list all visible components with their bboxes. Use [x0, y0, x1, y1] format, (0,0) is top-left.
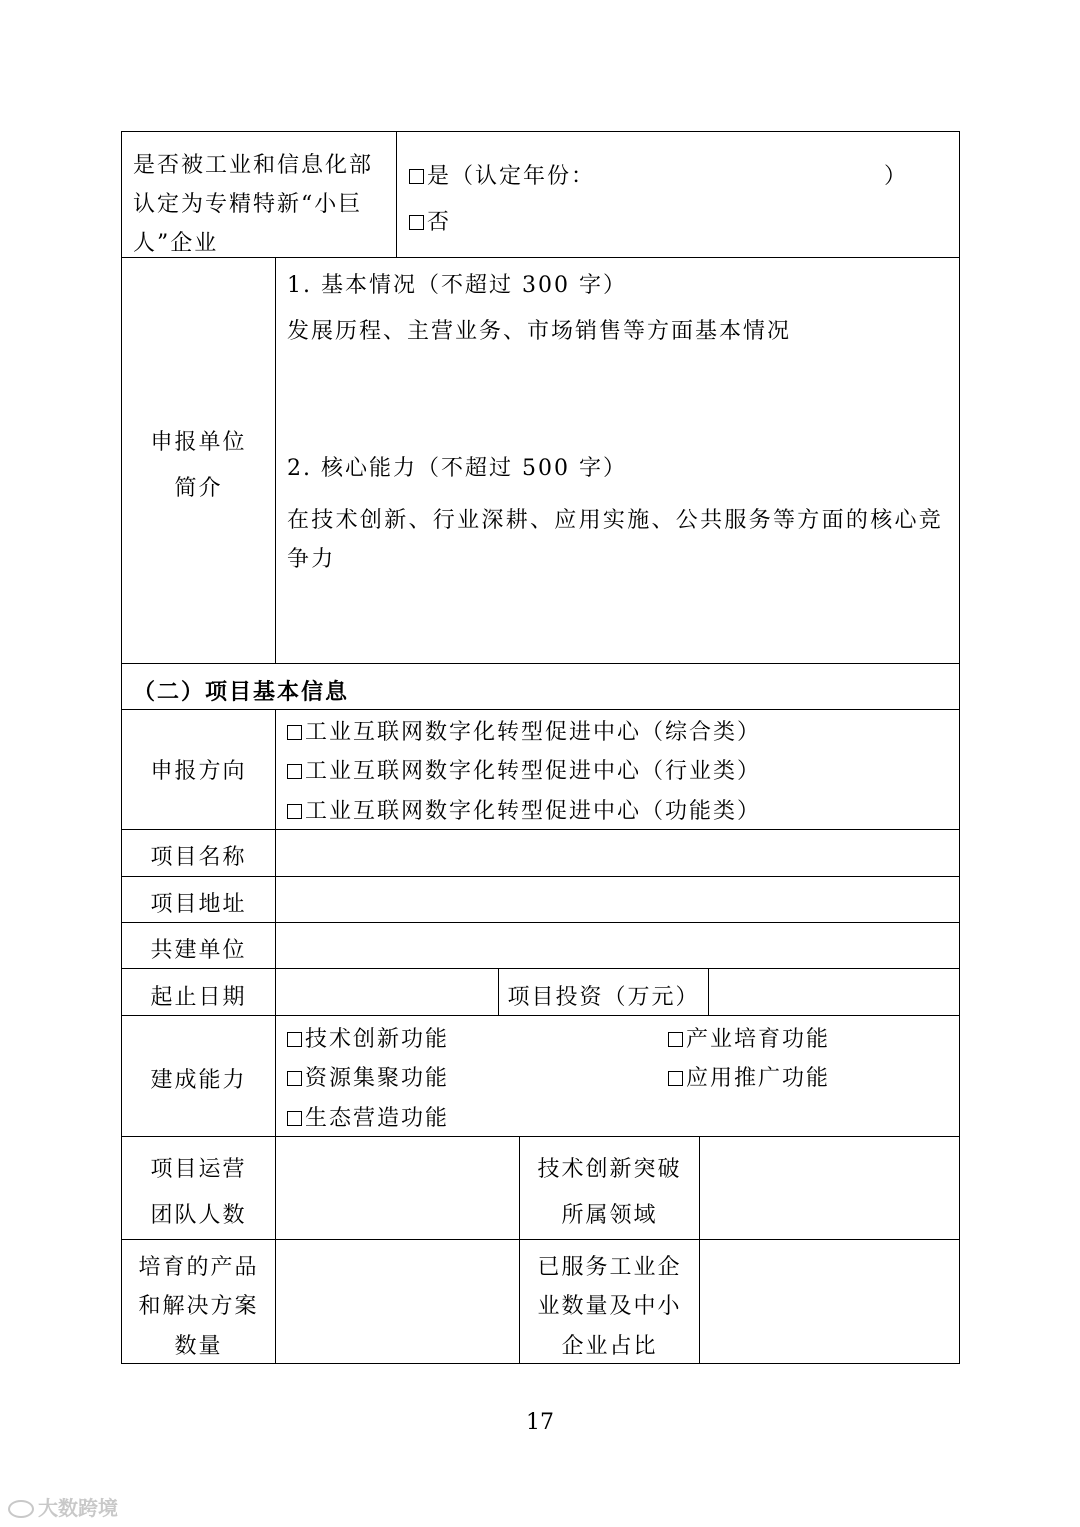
miit-yes-label: 是（认定年份：: [427, 164, 596, 189]
direction-option-label: 工业互联网数字化转型促进中心（功能类）: [305, 799, 762, 824]
capability-option-label: 产业培育功能: [686, 1027, 831, 1052]
checkbox-icon[interactable]: [668, 1032, 683, 1047]
core-ability-desc: 在技术创新、行业深耕、应用实施、公共服务等方面的核心竞争力: [287, 508, 944, 572]
checkbox-icon[interactable]: [668, 1071, 683, 1086]
watermark-logo-icon: [8, 1500, 34, 1518]
checkbox-icon[interactable]: [287, 725, 302, 740]
products-label-line1: 培育的产品: [138, 1255, 259, 1280]
checkbox-icon[interactable]: [287, 1111, 302, 1126]
row-divider: [121, 1015, 960, 1016]
direction-option[interactable]: [287, 759, 761, 785]
capability-option-label: 资源集聚功能: [305, 1066, 450, 1091]
capability-option[interactable]: [287, 1106, 449, 1132]
served-label-line1: 已服务工业企: [537, 1255, 682, 1280]
checkbox-icon[interactable]: [287, 764, 302, 779]
miit-yes-option[interactable]: [409, 164, 595, 190]
capability-option-label: 技术创新功能: [305, 1027, 450, 1052]
team-label-line1: 项目运营: [150, 1157, 247, 1182]
miit-yes-close: ）: [884, 164, 909, 189]
capability-option[interactable]: [668, 1027, 830, 1053]
served-label-line3: 企业占比: [561, 1334, 658, 1359]
checkbox-icon[interactable]: [409, 215, 424, 230]
capability-option[interactable]: [668, 1066, 830, 1092]
checkbox-icon[interactable]: [409, 169, 424, 184]
basic-info-desc: 发展历程、主营业务、市场销售等方面基本情况: [287, 319, 792, 344]
row-divider: [121, 709, 960, 710]
products-label-line3: 数量: [174, 1334, 223, 1359]
page-number: 17: [526, 1410, 554, 1435]
direction-option-label: 工业互联网数字化转型促进中心（行业类）: [305, 759, 762, 784]
basic-info-title: 1. 基本情况（不超过 300 字）: [287, 273, 627, 298]
date-range-label: 起止日期: [150, 985, 247, 1010]
miit-no-label: 否: [427, 210, 452, 235]
core-ability-title: 2. 核心能力（不超过 500 字）: [287, 456, 627, 481]
column-divider: [275, 709, 276, 1363]
table-border-right: [959, 131, 960, 1364]
row-divider: [121, 829, 960, 830]
column-divider: [699, 1136, 700, 1363]
capability-option[interactable]: [287, 1027, 449, 1053]
row-divider: [121, 663, 960, 664]
tech-field-label-line1: 技术创新突破: [537, 1157, 682, 1182]
watermark: [8, 1492, 118, 1521]
capability-option-label: 生态营造功能: [305, 1106, 450, 1131]
investment-label: 项目投资（万元）: [507, 985, 700, 1010]
checkbox-icon[interactable]: [287, 1071, 302, 1086]
column-divider: [708, 968, 709, 1015]
project-address-label: 项目地址: [150, 892, 247, 917]
direction-option[interactable]: [287, 720, 761, 746]
direction-label: 申报方向: [150, 759, 247, 784]
miit-no-option[interactable]: [409, 210, 451, 236]
intro-label-line2: 简介: [174, 476, 223, 501]
project-name-label: 项目名称: [150, 845, 247, 870]
capability-option[interactable]: [287, 1066, 449, 1092]
column-divider: [396, 131, 397, 257]
tech-field-label-line2: 所属领域: [561, 1203, 658, 1228]
capability-option-label: 应用推广功能: [686, 1066, 831, 1091]
products-label-line2: 和解决方案: [138, 1294, 259, 1319]
row-divider: [121, 1136, 960, 1137]
checkbox-icon[interactable]: [287, 804, 302, 819]
team-label-line2: 团队人数: [150, 1203, 247, 1228]
row-divider: [121, 876, 960, 877]
direction-option[interactable]: [287, 799, 761, 825]
intro-label-line1: 申报单位: [150, 430, 247, 455]
watermark-text: 大数跨境: [38, 1496, 118, 1520]
section-title: （二）项目基本信息: [133, 679, 350, 705]
served-label-line2: 业数量及中小: [537, 1294, 682, 1319]
miit-label: 是否被工业和信息化部认定为专精特新“小巨人”企业: [133, 153, 374, 256]
capability-label: 建成能力: [150, 1068, 247, 1093]
table-border-top: [121, 131, 960, 132]
column-divider: [275, 257, 276, 663]
checkbox-icon[interactable]: [287, 1032, 302, 1047]
row-divider: [121, 968, 960, 969]
row-divider: [121, 922, 960, 923]
table-border-bottom: [121, 1363, 960, 1364]
co-builder-label: 共建单位: [150, 938, 247, 963]
direction-option-label: 工业互联网数字化转型促进中心（综合类）: [305, 720, 762, 745]
row-divider: [121, 1239, 960, 1240]
